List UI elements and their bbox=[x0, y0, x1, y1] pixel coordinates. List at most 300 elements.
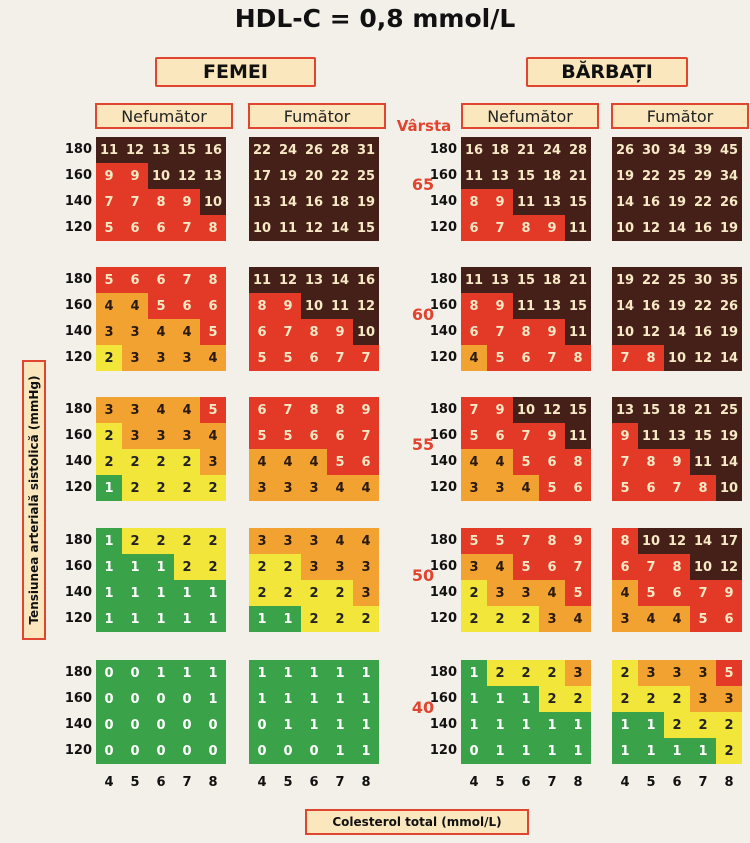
risk-cell: 11 bbox=[327, 293, 353, 319]
risk-cell: 8 bbox=[539, 528, 565, 554]
risk-cell: 11 bbox=[461, 267, 487, 293]
risk-cell: 18 bbox=[327, 189, 353, 215]
risk-cell: 25 bbox=[664, 163, 690, 189]
risk-cell: 1 bbox=[96, 528, 122, 554]
age-label-55: 55 bbox=[411, 435, 435, 454]
risk-cell: 3 bbox=[327, 554, 353, 580]
risk-cell: 2 bbox=[96, 423, 122, 449]
risk-cell: 2 bbox=[461, 580, 487, 606]
risk-cell: 12 bbox=[638, 215, 664, 241]
risk-cell: 16 bbox=[638, 293, 664, 319]
risk-cell: 5 bbox=[565, 580, 591, 606]
risk-cell: 28 bbox=[327, 137, 353, 163]
risk-grid bbox=[249, 660, 379, 764]
risk-grid bbox=[612, 397, 742, 501]
risk-cell: 12 bbox=[122, 137, 148, 163]
risk-grid bbox=[249, 528, 379, 632]
risk-cell: 9 bbox=[96, 163, 122, 189]
risk-cell: 3 bbox=[612, 606, 638, 632]
risk-cell: 2 bbox=[612, 660, 638, 686]
risk-cell: 5 bbox=[200, 319, 226, 345]
risk-cell: 1 bbox=[122, 554, 148, 580]
risk-cell: 4 bbox=[275, 449, 301, 475]
risk-grid bbox=[461, 528, 591, 632]
risk-cell: 4 bbox=[249, 449, 275, 475]
x-tick-label: 6 bbox=[156, 775, 166, 790]
risk-cell: 13 bbox=[487, 163, 513, 189]
risk-cell: 6 bbox=[461, 319, 487, 345]
risk-cell: 5 bbox=[249, 423, 275, 449]
risk-grid bbox=[612, 660, 742, 764]
risk-cell: 14 bbox=[690, 528, 716, 554]
risk-grid bbox=[461, 267, 591, 371]
risk-cell: 10 bbox=[513, 397, 539, 423]
risk-cell: 1 bbox=[539, 712, 565, 738]
risk-cell: 34 bbox=[664, 137, 690, 163]
risk-cell: 1 bbox=[200, 580, 226, 606]
women-non-smoker-header: Nefumător bbox=[95, 103, 233, 129]
risk-cell: 25 bbox=[664, 267, 690, 293]
risk-cell: 19 bbox=[612, 163, 638, 189]
bp-label-120: 120 bbox=[429, 480, 457, 495]
risk-cell: 2 bbox=[96, 449, 122, 475]
bp-label-120: 120 bbox=[429, 350, 457, 365]
risk-cell: 9 bbox=[487, 189, 513, 215]
risk-cell: 8 bbox=[565, 345, 591, 371]
risk-cell: 5 bbox=[716, 660, 742, 686]
risk-cell: 0 bbox=[249, 712, 275, 738]
risk-cell: 9 bbox=[275, 293, 301, 319]
risk-cell: 3 bbox=[96, 397, 122, 423]
risk-cell: 2 bbox=[513, 660, 539, 686]
risk-cell: 31 bbox=[353, 137, 379, 163]
risk-cell: 1 bbox=[174, 660, 200, 686]
risk-cell: 11 bbox=[96, 137, 122, 163]
risk-cell: 6 bbox=[565, 475, 591, 501]
risk-cell: 12 bbox=[539, 397, 565, 423]
risk-cell: 16 bbox=[690, 215, 716, 241]
risk-cell: 13 bbox=[200, 163, 226, 189]
risk-cell: 3 bbox=[249, 528, 275, 554]
risk-cell: 3 bbox=[174, 423, 200, 449]
risk-cell: 4 bbox=[353, 475, 379, 501]
risk-cell: 3 bbox=[353, 554, 379, 580]
risk-cell: 12 bbox=[353, 293, 379, 319]
risk-cell: 8 bbox=[249, 293, 275, 319]
risk-cell: 0 bbox=[461, 738, 487, 764]
risk-cell: 5 bbox=[275, 345, 301, 371]
risk-cell: 19 bbox=[275, 163, 301, 189]
risk-cell: 4 bbox=[565, 606, 591, 632]
risk-cell: 12 bbox=[690, 345, 716, 371]
x-tick-label: 7 bbox=[547, 775, 557, 790]
x-axis-label: Colesterol total (mmol/L) bbox=[305, 809, 529, 835]
risk-cell: 15 bbox=[174, 137, 200, 163]
bp-label-120: 120 bbox=[64, 743, 92, 758]
risk-cell: 4 bbox=[200, 345, 226, 371]
risk-cell: 5 bbox=[487, 528, 513, 554]
risk-cell: 22 bbox=[638, 163, 664, 189]
risk-cell: 30 bbox=[638, 137, 664, 163]
bp-label-160: 160 bbox=[64, 691, 92, 706]
risk-cell: 16 bbox=[353, 267, 379, 293]
bp-label-120: 120 bbox=[429, 743, 457, 758]
risk-cell: 13 bbox=[487, 267, 513, 293]
risk-cell: 14 bbox=[716, 449, 742, 475]
risk-cell: 7 bbox=[174, 267, 200, 293]
bp-label-160: 160 bbox=[64, 559, 92, 574]
risk-cell: 9 bbox=[487, 293, 513, 319]
risk-cell: 2 bbox=[716, 738, 742, 764]
risk-cell: 7 bbox=[690, 580, 716, 606]
risk-grid bbox=[249, 397, 379, 501]
bp-label-140: 140 bbox=[64, 324, 92, 339]
risk-cell: 5 bbox=[148, 293, 174, 319]
bp-label-160: 160 bbox=[64, 428, 92, 443]
risk-cell: 13 bbox=[664, 423, 690, 449]
risk-cell: 15 bbox=[565, 189, 591, 215]
x-tick-label: 8 bbox=[208, 775, 218, 790]
risk-cell: 9 bbox=[716, 580, 742, 606]
risk-cell: 11 bbox=[565, 215, 591, 241]
risk-cell: 1 bbox=[612, 738, 638, 764]
risk-cell: 2 bbox=[565, 686, 591, 712]
risk-grid bbox=[612, 267, 742, 371]
risk-cell: 26 bbox=[301, 137, 327, 163]
bp-label-140: 140 bbox=[429, 324, 457, 339]
risk-cell: 20 bbox=[301, 163, 327, 189]
risk-cell: 9 bbox=[612, 423, 638, 449]
risk-grid bbox=[249, 267, 379, 371]
risk-cell: 1 bbox=[513, 738, 539, 764]
risk-cell: 14 bbox=[612, 189, 638, 215]
risk-cell: 3 bbox=[275, 528, 301, 554]
risk-cell: 2 bbox=[200, 554, 226, 580]
bp-label-160: 160 bbox=[64, 168, 92, 183]
risk-cell: 6 bbox=[148, 267, 174, 293]
risk-cell: 16 bbox=[690, 319, 716, 345]
risk-cell: 5 bbox=[539, 475, 565, 501]
risk-cell: 6 bbox=[513, 345, 539, 371]
risk-cell: 3 bbox=[122, 345, 148, 371]
risk-cell: 7 bbox=[664, 475, 690, 501]
risk-cell: 4 bbox=[461, 345, 487, 371]
risk-cell: 12 bbox=[716, 554, 742, 580]
risk-cell: 11 bbox=[513, 293, 539, 319]
risk-cell: 14 bbox=[664, 215, 690, 241]
risk-cell: 12 bbox=[301, 215, 327, 241]
risk-cell: 15 bbox=[513, 267, 539, 293]
risk-cell: 16 bbox=[461, 137, 487, 163]
risk-cell: 39 bbox=[690, 137, 716, 163]
risk-cell: 1 bbox=[174, 606, 200, 632]
risk-cell: 2 bbox=[174, 554, 200, 580]
risk-cell: 0 bbox=[96, 686, 122, 712]
risk-cell: 6 bbox=[487, 423, 513, 449]
x-tick-label: 5 bbox=[495, 775, 505, 790]
risk-cell: 4 bbox=[148, 319, 174, 345]
risk-cell: 8 bbox=[301, 397, 327, 423]
risk-cell: 14 bbox=[716, 345, 742, 371]
risk-cell: 7 bbox=[513, 423, 539, 449]
risk-cell: 5 bbox=[327, 449, 353, 475]
risk-cell: 24 bbox=[539, 137, 565, 163]
risk-cell: 1 bbox=[327, 660, 353, 686]
risk-cell: 16 bbox=[638, 189, 664, 215]
risk-cell: 9 bbox=[539, 423, 565, 449]
risk-cell: 3 bbox=[122, 397, 148, 423]
risk-cell: 1 bbox=[353, 686, 379, 712]
risk-cell: 1 bbox=[275, 606, 301, 632]
risk-cell: 16 bbox=[301, 189, 327, 215]
risk-cell: 3 bbox=[200, 449, 226, 475]
risk-cell: 3 bbox=[487, 475, 513, 501]
risk-cell: 19 bbox=[664, 293, 690, 319]
risk-cell: 6 bbox=[249, 319, 275, 345]
risk-cell: 1 bbox=[461, 686, 487, 712]
risk-cell: 10 bbox=[200, 189, 226, 215]
risk-cell: 5 bbox=[96, 267, 122, 293]
risk-cell: 8 bbox=[690, 475, 716, 501]
x-tick-label: 7 bbox=[182, 775, 192, 790]
risk-cell: 0 bbox=[122, 660, 148, 686]
risk-cell: 9 bbox=[565, 528, 591, 554]
risk-cell: 13 bbox=[539, 293, 565, 319]
risk-cell: 4 bbox=[638, 606, 664, 632]
risk-cell: 14 bbox=[275, 189, 301, 215]
bp-label-180: 180 bbox=[64, 665, 92, 680]
risk-cell: 8 bbox=[638, 449, 664, 475]
risk-cell: 1 bbox=[513, 712, 539, 738]
risk-cell: 8 bbox=[148, 189, 174, 215]
risk-grid bbox=[96, 267, 226, 371]
risk-cell: 3 bbox=[690, 686, 716, 712]
risk-cell: 3 bbox=[148, 423, 174, 449]
risk-cell: 1 bbox=[148, 580, 174, 606]
risk-cell: 9 bbox=[539, 215, 565, 241]
women-smoker-header: Fumător bbox=[248, 103, 386, 129]
risk-cell: 4 bbox=[353, 528, 379, 554]
risk-cell: 2 bbox=[275, 580, 301, 606]
bp-label-180: 180 bbox=[64, 272, 92, 287]
risk-cell: 21 bbox=[565, 267, 591, 293]
risk-cell: 1 bbox=[487, 686, 513, 712]
risk-cell: 25 bbox=[353, 163, 379, 189]
bp-label-180: 180 bbox=[64, 402, 92, 417]
risk-cell: 15 bbox=[690, 423, 716, 449]
risk-cell: 9 bbox=[327, 319, 353, 345]
risk-cell: 0 bbox=[200, 738, 226, 764]
x-tick-label: 8 bbox=[361, 775, 371, 790]
bp-label-180: 180 bbox=[429, 402, 457, 417]
bp-label-140: 140 bbox=[64, 454, 92, 469]
risk-cell: 7 bbox=[539, 345, 565, 371]
x-tick-label: 4 bbox=[104, 775, 114, 790]
risk-cell: 13 bbox=[301, 267, 327, 293]
bp-label-140: 140 bbox=[429, 194, 457, 209]
risk-cell: 1 bbox=[353, 660, 379, 686]
risk-cell: 1 bbox=[690, 738, 716, 764]
risk-cell: 6 bbox=[612, 554, 638, 580]
men-non-smoker-header: Nefumător bbox=[461, 103, 599, 129]
risk-cell: 35 bbox=[716, 267, 742, 293]
risk-cell: 11 bbox=[690, 449, 716, 475]
risk-cell: 5 bbox=[690, 606, 716, 632]
risk-cell: 19 bbox=[716, 215, 742, 241]
risk-cell: 7 bbox=[174, 215, 200, 241]
risk-cell: 1 bbox=[249, 606, 275, 632]
risk-cell: 6 bbox=[200, 293, 226, 319]
risk-cell: 5 bbox=[275, 423, 301, 449]
risk-cell: 12 bbox=[275, 267, 301, 293]
risk-cell: 22 bbox=[327, 163, 353, 189]
risk-cell: 1 bbox=[487, 738, 513, 764]
risk-cell: 1 bbox=[96, 475, 122, 501]
bp-label-120: 120 bbox=[64, 611, 92, 626]
risk-cell: 7 bbox=[461, 397, 487, 423]
bp-label-140: 140 bbox=[429, 717, 457, 732]
risk-cell: 15 bbox=[565, 397, 591, 423]
risk-cell: 5 bbox=[612, 475, 638, 501]
risk-cell: 2 bbox=[612, 686, 638, 712]
bp-label-160: 160 bbox=[429, 428, 457, 443]
x-tick-label: 5 bbox=[283, 775, 293, 790]
risk-cell: 3 bbox=[638, 660, 664, 686]
risk-cell: 10 bbox=[690, 554, 716, 580]
bp-label-180: 180 bbox=[429, 665, 457, 680]
risk-cell: 18 bbox=[664, 397, 690, 423]
risk-cell: 0 bbox=[174, 712, 200, 738]
men-header: BĂRBAȚI bbox=[526, 57, 688, 87]
risk-cell: 6 bbox=[664, 580, 690, 606]
risk-cell: 1 bbox=[122, 606, 148, 632]
risk-grid bbox=[461, 137, 591, 241]
risk-cell: 3 bbox=[301, 554, 327, 580]
risk-cell: 1 bbox=[301, 686, 327, 712]
chart-title: HDL-C = 0,8 mmol/L bbox=[234, 4, 516, 33]
risk-cell: 2 bbox=[487, 606, 513, 632]
risk-cell: 4 bbox=[174, 319, 200, 345]
risk-cell: 0 bbox=[275, 738, 301, 764]
risk-cell: 1 bbox=[327, 738, 353, 764]
risk-cell: 10 bbox=[301, 293, 327, 319]
risk-cell: 5 bbox=[461, 423, 487, 449]
risk-cell: 4 bbox=[174, 397, 200, 423]
risk-cell: 19 bbox=[664, 189, 690, 215]
risk-cell: 8 bbox=[664, 554, 690, 580]
risk-cell: 2 bbox=[122, 528, 148, 554]
risk-cell: 1 bbox=[353, 712, 379, 738]
risk-cell: 7 bbox=[353, 345, 379, 371]
risk-cell: 22 bbox=[638, 267, 664, 293]
risk-cell: 26 bbox=[716, 293, 742, 319]
men-smoker-header: Fumător bbox=[611, 103, 749, 129]
risk-cell: 4 bbox=[327, 475, 353, 501]
risk-grid bbox=[249, 137, 379, 241]
risk-cell: 8 bbox=[638, 345, 664, 371]
risk-cell: 6 bbox=[353, 449, 379, 475]
risk-cell: 6 bbox=[301, 345, 327, 371]
bp-label-160: 160 bbox=[429, 691, 457, 706]
risk-cell: 3 bbox=[461, 554, 487, 580]
risk-cell: 7 bbox=[122, 189, 148, 215]
risk-cell: 4 bbox=[539, 580, 565, 606]
risk-cell: 1 bbox=[249, 686, 275, 712]
risk-cell: 1 bbox=[353, 738, 379, 764]
risk-grid bbox=[612, 137, 742, 241]
risk-cell: 19 bbox=[353, 189, 379, 215]
risk-cell: 1 bbox=[96, 606, 122, 632]
risk-cell: 10 bbox=[612, 319, 638, 345]
risk-cell: 10 bbox=[249, 215, 275, 241]
risk-cell: 2 bbox=[249, 554, 275, 580]
bp-label-180: 180 bbox=[64, 142, 92, 157]
risk-cell: 10 bbox=[148, 163, 174, 189]
risk-cell: 7 bbox=[96, 189, 122, 215]
risk-cell: 3 bbox=[513, 580, 539, 606]
bp-label-140: 140 bbox=[64, 585, 92, 600]
risk-cell: 3 bbox=[487, 580, 513, 606]
risk-cell: 4 bbox=[612, 580, 638, 606]
x-tick-label: 6 bbox=[672, 775, 682, 790]
risk-cell: 10 bbox=[353, 319, 379, 345]
bp-label-120: 120 bbox=[64, 350, 92, 365]
risk-cell: 9 bbox=[664, 449, 690, 475]
age-label-40: 40 bbox=[411, 698, 435, 717]
risk-cell: 0 bbox=[122, 712, 148, 738]
risk-cell: 0 bbox=[148, 686, 174, 712]
bp-label-160: 160 bbox=[429, 168, 457, 183]
risk-cell: 3 bbox=[174, 345, 200, 371]
risk-cell: 1 bbox=[148, 660, 174, 686]
x-tick-label: 7 bbox=[698, 775, 708, 790]
risk-cell: 4 bbox=[327, 528, 353, 554]
risk-cell: 1 bbox=[327, 686, 353, 712]
bp-label-120: 120 bbox=[429, 611, 457, 626]
risk-cell: 13 bbox=[539, 189, 565, 215]
risk-cell: 3 bbox=[301, 528, 327, 554]
risk-cell: 8 bbox=[200, 215, 226, 241]
risk-cell: 8 bbox=[461, 189, 487, 215]
risk-cell: 10 bbox=[664, 345, 690, 371]
risk-cell: 2 bbox=[539, 660, 565, 686]
risk-cell: 2 bbox=[664, 686, 690, 712]
risk-cell: 7 bbox=[487, 215, 513, 241]
risk-cell: 2 bbox=[353, 606, 379, 632]
risk-cell: 4 bbox=[148, 397, 174, 423]
bp-label-160: 160 bbox=[429, 298, 457, 313]
y-axis-label: Tensiunea arterială sistolică (mmHg) bbox=[22, 360, 46, 640]
risk-cell: 10 bbox=[638, 528, 664, 554]
bp-label-180: 180 bbox=[64, 533, 92, 548]
risk-cell: 2 bbox=[249, 580, 275, 606]
risk-cell: 1 bbox=[122, 580, 148, 606]
risk-cell: 4 bbox=[200, 423, 226, 449]
risk-cell: 6 bbox=[716, 606, 742, 632]
risk-cell: 5 bbox=[487, 345, 513, 371]
risk-cell: 2 bbox=[487, 660, 513, 686]
risk-cell: 6 bbox=[301, 423, 327, 449]
risk-grid bbox=[96, 137, 226, 241]
risk-cell: 16 bbox=[200, 137, 226, 163]
risk-cell: 7 bbox=[638, 554, 664, 580]
risk-cell: 18 bbox=[539, 163, 565, 189]
risk-cell: 5 bbox=[638, 580, 664, 606]
risk-cell: 26 bbox=[716, 189, 742, 215]
risk-cell: 0 bbox=[122, 686, 148, 712]
risk-cell: 0 bbox=[174, 686, 200, 712]
risk-cell: 3 bbox=[122, 319, 148, 345]
